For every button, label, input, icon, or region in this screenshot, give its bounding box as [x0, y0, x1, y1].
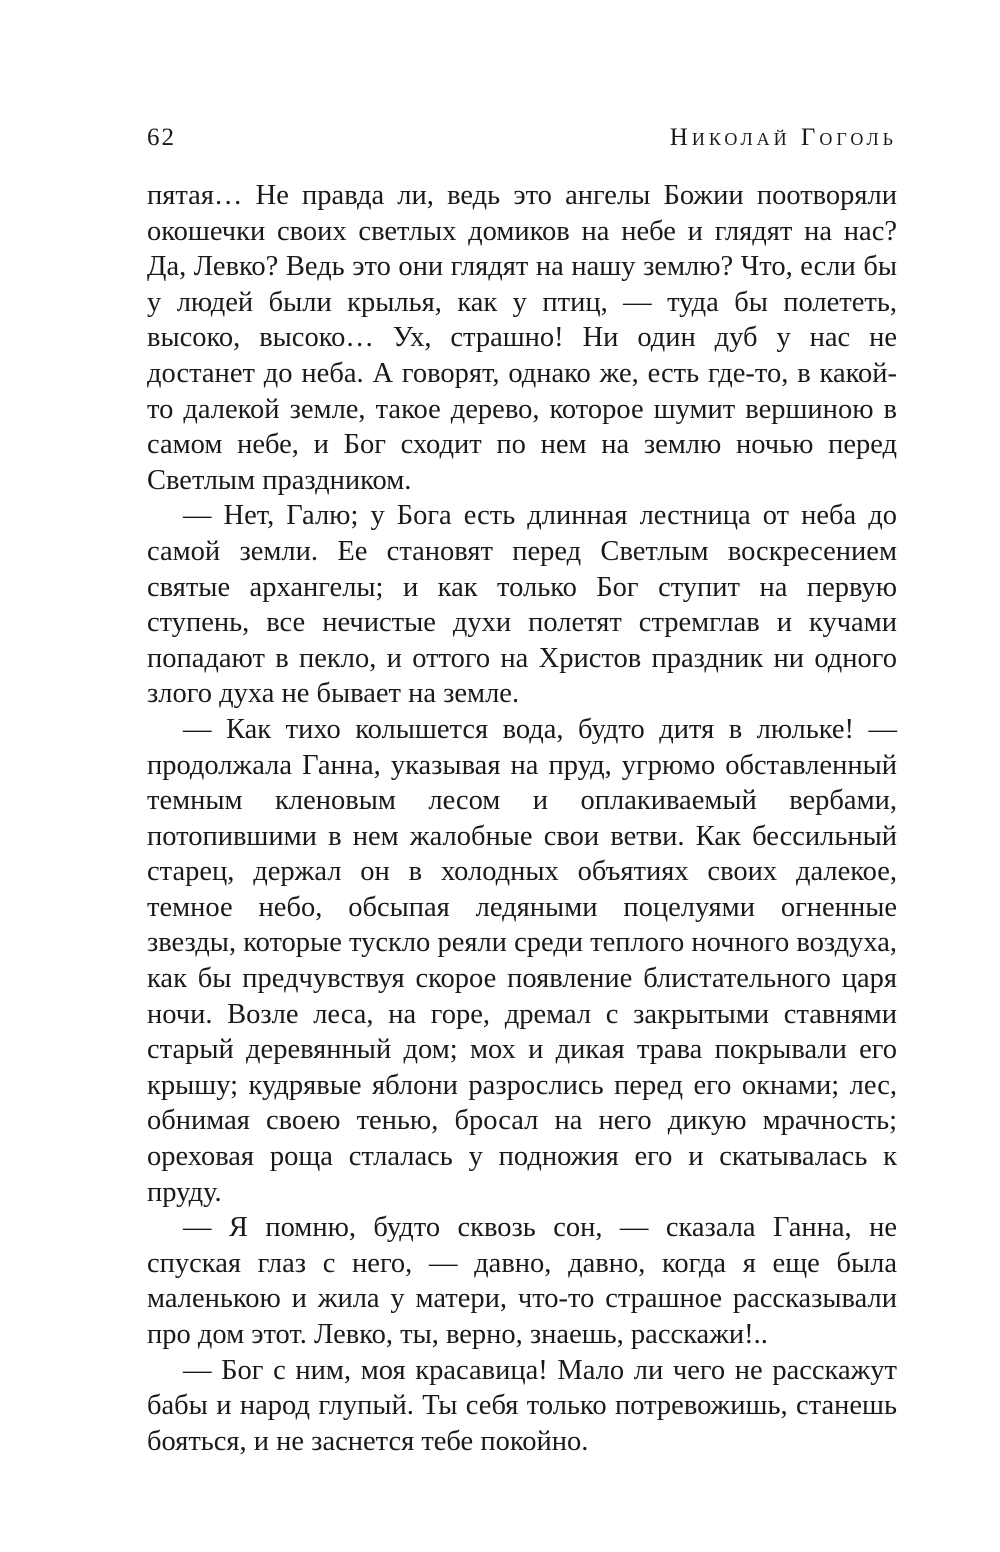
paragraph: — Нет, Галю; у Бога есть длинная лестница от неба до самой земли. Ее становят перед Светлым воскресением святые архангелы; и как только Бог ступит на первую ступень, все нечистые духи полетят стремглав и кучами попадают в пекло, и оттого на Христов праздник ни одного злого духа не бывает на земле. [147, 500, 897, 710]
paragraph: пятая… Не правда ли, ведь это ангелы Божии поотворяли окошечки своих светлых домиков на небе и глядят на нас? Да, Левко? Ведь это они глядят на нашу землю? Что, если бы у людей были крылья, как у птиц, — туда бы полететь, высоко, высоко… Ух, страшно! Ни один дуб у нас не достанет до неба. А говорят, однако же, есть где-то, в какой-то далекой земле, такое дерево, которое шумит вершиною в самом небе, и Бог сходит по нем на землю ночью перед Светлым праздником. [147, 180, 897, 496]
page-number: 62 [147, 124, 176, 151]
paragraph: — Как тихо колышется вода, будто дитя в люльке! — продолжала Ганна, указывая на пруд, угрюмо обставленный темным кленовым лесом и оплакиваемый вербами, потопившими в нем жалобные свои ветви. Как бессильный старец, держал он в холодных объятиях своих далекое, темное небо, обсыпая ледяными поцелуями огненные звезды, которые тускло реяли среди теплого ночного воздуха, как бы предчувствуя скорое появление блистательного царя ночи. Возле леса, на горе, дремал с закрытыми ставнями старый деревянный дом; мох и дикая трава покрывали его крышу; кудрявые яблони разрослись перед его окнами; лес, обнимая своею тенью, бросал на него дикую мрачность; ореховая роща стлалась у подножия его и скатывалась к пруду. [147, 713, 897, 1208]
paragraph: — Бог с ним, моя красавица! Мало ли чего не расскажут бабы и народ глупый. Ты себя только потревожишь, станешь бояться, и не заснется тебе покойно. [147, 1354, 897, 1457]
running-header [147, 120, 897, 156]
running-head-author: Николай Гоголь [669, 124, 897, 151]
paragraph: — Я помню, будто сквозь сон, — сказала Ганна, не спуская глаз с него, — давно, давно, когда я еще была маленькою и жила у матери, что-то страшное рассказывали про дом этот. Левко, ты, верно, знаешь, расскажи!.. [147, 1212, 897, 1350]
body-text [147, 178, 897, 1459]
